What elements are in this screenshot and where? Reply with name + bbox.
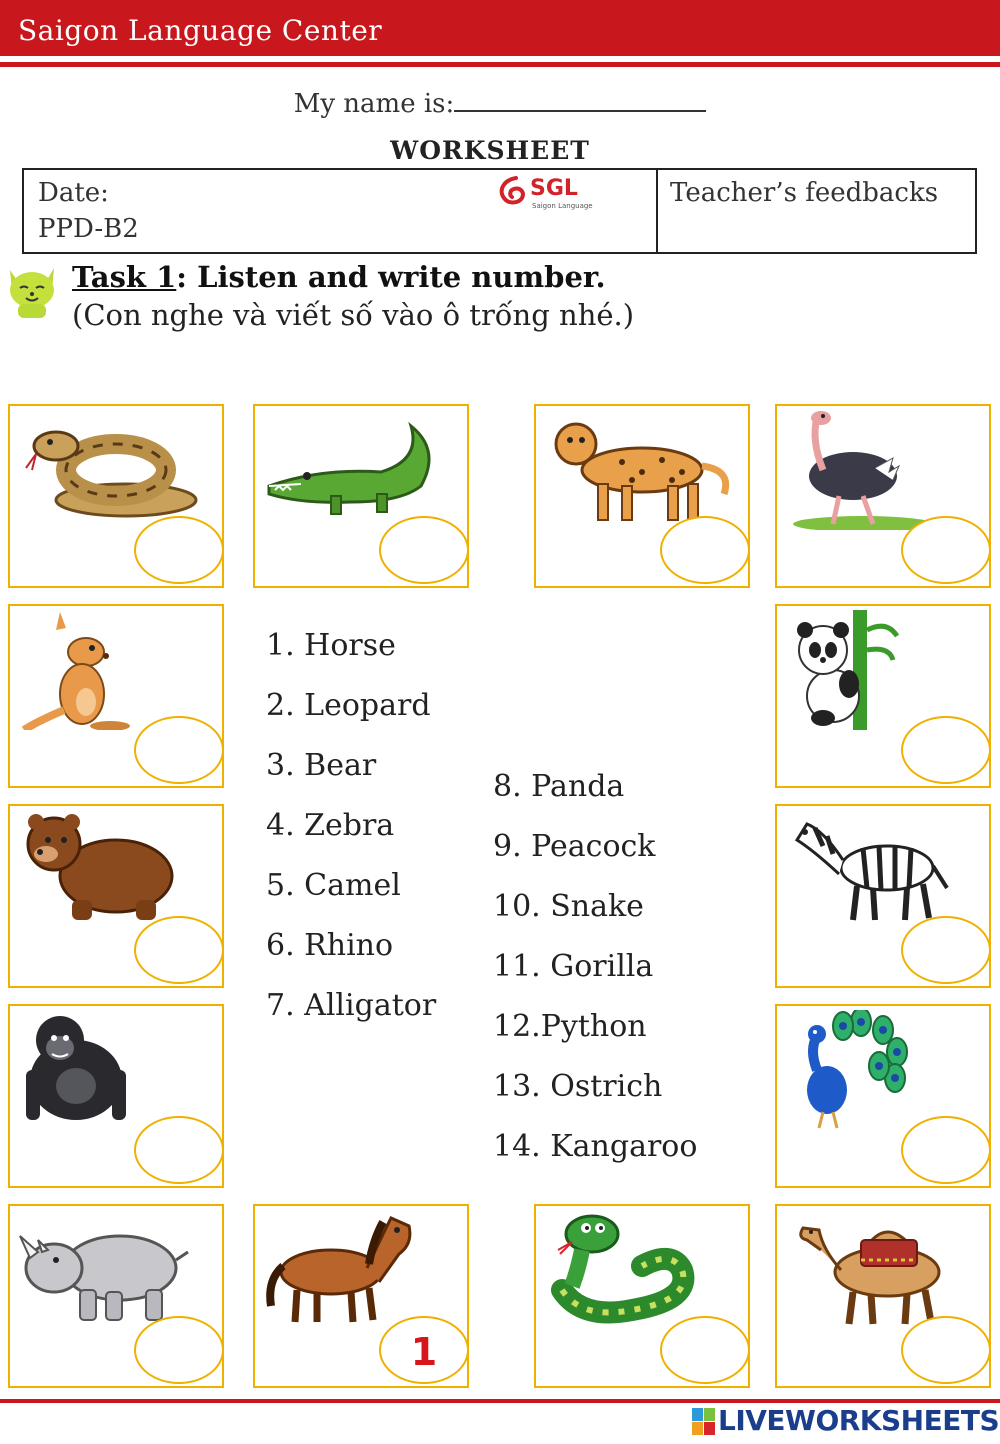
header-bar [0,0,1000,56]
python-icon [16,410,216,530]
word-item: 1. Horse [266,628,396,663]
sgl-logo [494,174,594,214]
cat-icon [4,260,60,320]
name-input-line[interactable] [454,88,706,112]
panda-icon [783,610,983,730]
name-line [0,88,1000,119]
word-item: 10. Snake [493,889,644,924]
answer-circle[interactable] [901,1316,991,1384]
word-item: 8. Panda [493,769,625,804]
header-title: Saigon Language Center [18,14,383,47]
answer-circle[interactable] [901,516,991,584]
word-item: 4. Zebra [266,808,395,843]
rhino-icon [16,1210,216,1330]
task-instruction: : Listen and write number. [176,260,606,294]
liveworksheets-badge-icon [692,1408,716,1436]
info-table-divider [656,170,658,252]
sgl-logo-subtext: Saigon Language [532,202,593,210]
animal-card-alligator [253,404,469,588]
answer-circle[interactable] [134,516,224,584]
ostrich-icon [783,410,983,530]
gorilla-icon [16,1010,216,1130]
teacher-feedback-label: Teacher’s feedbacks [670,178,939,208]
task-subtitle: (Con nghe và viết số vào ô trống nhé.) [72,298,635,332]
animal-card-snake [534,1204,750,1388]
animal-card-panda [775,604,991,788]
word-item: 11. Gorilla [493,949,654,984]
kangaroo-icon [16,610,216,730]
answer-number: 1 [410,1330,438,1374]
sgl-swirl-icon [494,174,530,210]
bear-icon [16,810,216,930]
animal-card-gorilla [8,1004,224,1188]
animal-card-leopard [534,404,750,588]
answer-circle[interactable] [901,716,991,784]
answer-circle[interactable] [379,1316,469,1384]
camel-icon [783,1210,983,1330]
alligator-icon [261,410,461,530]
zebra-icon [783,810,983,930]
word-item: 6. Rhino [266,928,394,963]
word-item: 7. Alligator [266,988,437,1023]
name-label: My name is: [293,89,455,119]
animal-card-kangaroo [8,604,224,788]
horse-icon [261,1210,461,1330]
word-item: 9. Peacock [493,829,656,864]
liveworksheets-brand[interactable]: LIVEWORKSHEETS [718,1404,1000,1437]
answer-circle[interactable] [134,916,224,984]
answer-circle[interactable] [134,716,224,784]
animal-card-peacock [775,1004,991,1188]
info-table [22,168,977,254]
sgl-logo-text: SGL [530,176,578,201]
date-label: Date: [38,178,109,208]
word-item: 13. Ostrich [493,1069,663,1104]
class-code: PPD-B2 [38,214,139,244]
answer-circle[interactable] [901,916,991,984]
answer-circle[interactable] [134,1316,224,1384]
animal-card-horse [253,1204,469,1388]
snake-icon [542,1210,742,1330]
leopard-icon [542,410,742,530]
animal-card-zebra [775,804,991,988]
word-item: 14. Kangaroo [493,1129,698,1164]
animal-card-ostrich [775,404,991,588]
header-divider [0,62,1000,67]
word-item: 5. Camel [266,868,401,903]
word-item: 2. Leopard [266,688,431,723]
word-item: 12.Python [493,1009,647,1044]
task-title [72,260,606,294]
word-item: 3. Bear [266,748,377,783]
task-label: Task 1 [72,260,177,294]
answer-circle[interactable] [660,1316,750,1384]
answer-circle[interactable] [901,1116,991,1184]
animal-card-bear [8,804,224,988]
answer-circle[interactable] [134,1116,224,1184]
worksheet-title: WORKSHEET [390,136,590,165]
peacock-icon [783,1010,983,1130]
animal-card-rhino [8,1204,224,1388]
footer-divider [0,1399,1000,1403]
answer-circle[interactable] [660,516,750,584]
answer-circle[interactable] [379,516,469,584]
animal-card-camel [775,1204,991,1388]
animal-card-python [8,404,224,588]
